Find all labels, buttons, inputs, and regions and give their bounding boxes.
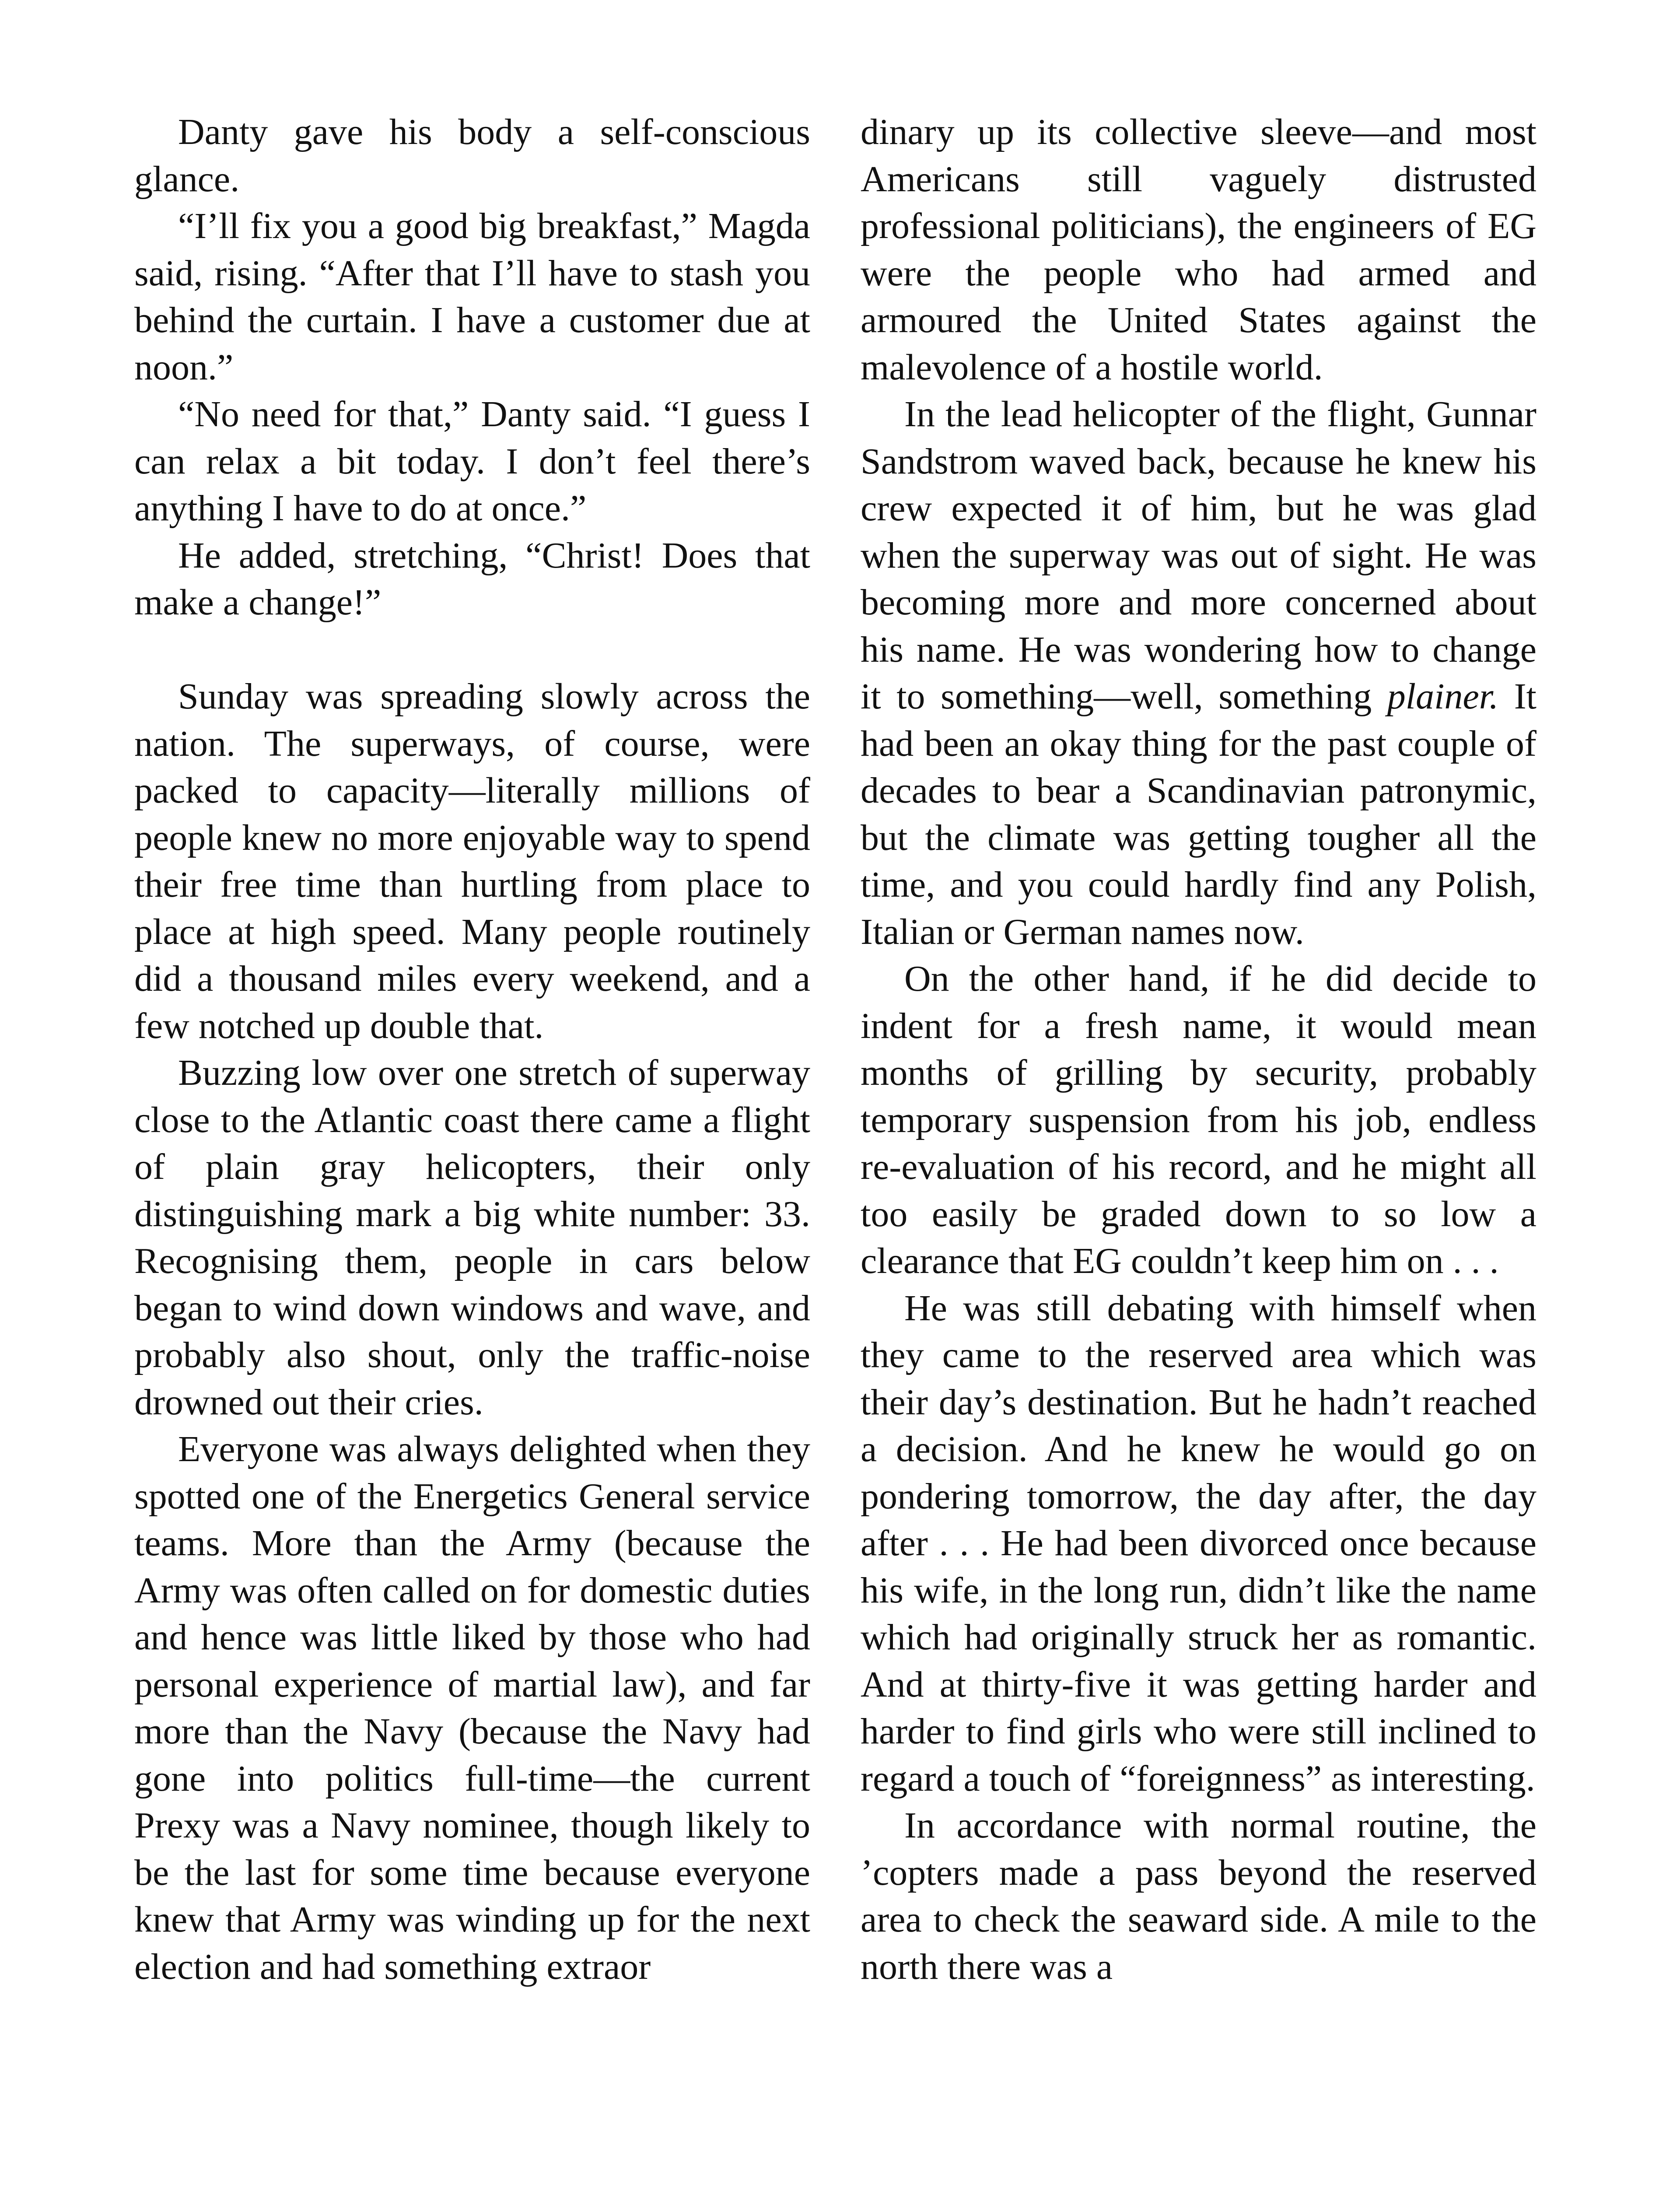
paragraph: Sunday was spreading slowly across the nation. The superways, of course, were packed to capacity—literally millions of people knew no more enjoyable way to spend their free time than hurtling from place to place at high speed. Many people routinely did a thousand miles every weekend, and a few notched up double that. [134,676,810,1046]
paragraph: dinary up its collective sleeve—and most Americans still vaguely distrusted professional politicians), the engineers of EG were the people who had armed and armoured the United States against the malevolence of a hostile world. [861,112,1536,388]
left-text-column [134,109,810,2188]
paragraph: “No need for that,” Danty said. “I guess I can relax a bit today. I don’t feel there’s anything I have to do at once.” [134,394,810,529]
right-text-column [861,109,1536,2188]
paragraph: Buzzing low over one stretch of superway close to the Atlantic coast there came a flight of plain gray helicopters, their only distinguishing mark a big white number: 33. Recognising them, people in cars below began to wind down windows and wave, and probably also shout, only the traffic-noise drowned out their cries. [134,1052,810,1423]
paragraph: “I’ll fix you a good big breakfast,” Magda said, rising. “After that I’ll have to stash you behind the curtain. I have a customer due at noon.” [134,206,810,388]
paragraph: Danty gave his body a self-conscious glance. [134,112,810,200]
paragraph: On the other hand, if he did decide to indent for a fresh name, it would mean months of grilling by security, probably temporary suspension from his job, endless re-evaluation of his record, and he might all too easily be graded down to so low a clearance that EG couldn’t keep him on . . . [861,958,1536,1281]
paragraph-text: In the lead helicopter of the flight, Gunnar Sandstrom waved back, because he knew his crew expected it of him, but he was glad when the superway was out of sight. He was becoming more and more concerned about his name. He was wondering how to change it to something—well, something [861,394,1536,717]
paragraph: He added, stretching, “Christ! Does that make a change!” [134,535,810,623]
paragraph [861,391,1536,955]
paragraph-text: It had been an okay thing for the past couple of decades to bear a Scandinavian patronymic, but the climate was getting tougher all the time, and you could hardly find any Polish, Italian or German names now. [861,676,1536,952]
emphasized-word: plainer. [1387,676,1499,717]
paragraph: He was still debating with himself when they came to the reserved area which was their day’s destination. But he hadn’t reached a decision. And he knew he would go on pondering tomorrow, the day after, the day after . . . He had been divorced once because his wife, in the long run, didn’t like the name which had originally struck her as romantic. And at thirty-five it was getting harder and harder to find girls who were still inclined to regard a touch of “foreignness” as interesting. [861,1287,1536,1799]
paragraph: Everyone was always delighted when they spotted one of the Energetics General service teams. More than the Army (because the Army was often called on for domestic duties and hence was little liked by those who had personal experience of martial law), and far more than the Navy (because the Navy had gone into politics full-time—the current Prexy was a Navy nominee, though likely to be the last for some time because everyone knew that Army was winding up for the next election and had something extraor [134,1429,810,1987]
paragraph: In accordance with normal routine, the ’copters made a pass beyond the reserved area to check the seaward side. A mile to the north there was a [861,1805,1536,1987]
